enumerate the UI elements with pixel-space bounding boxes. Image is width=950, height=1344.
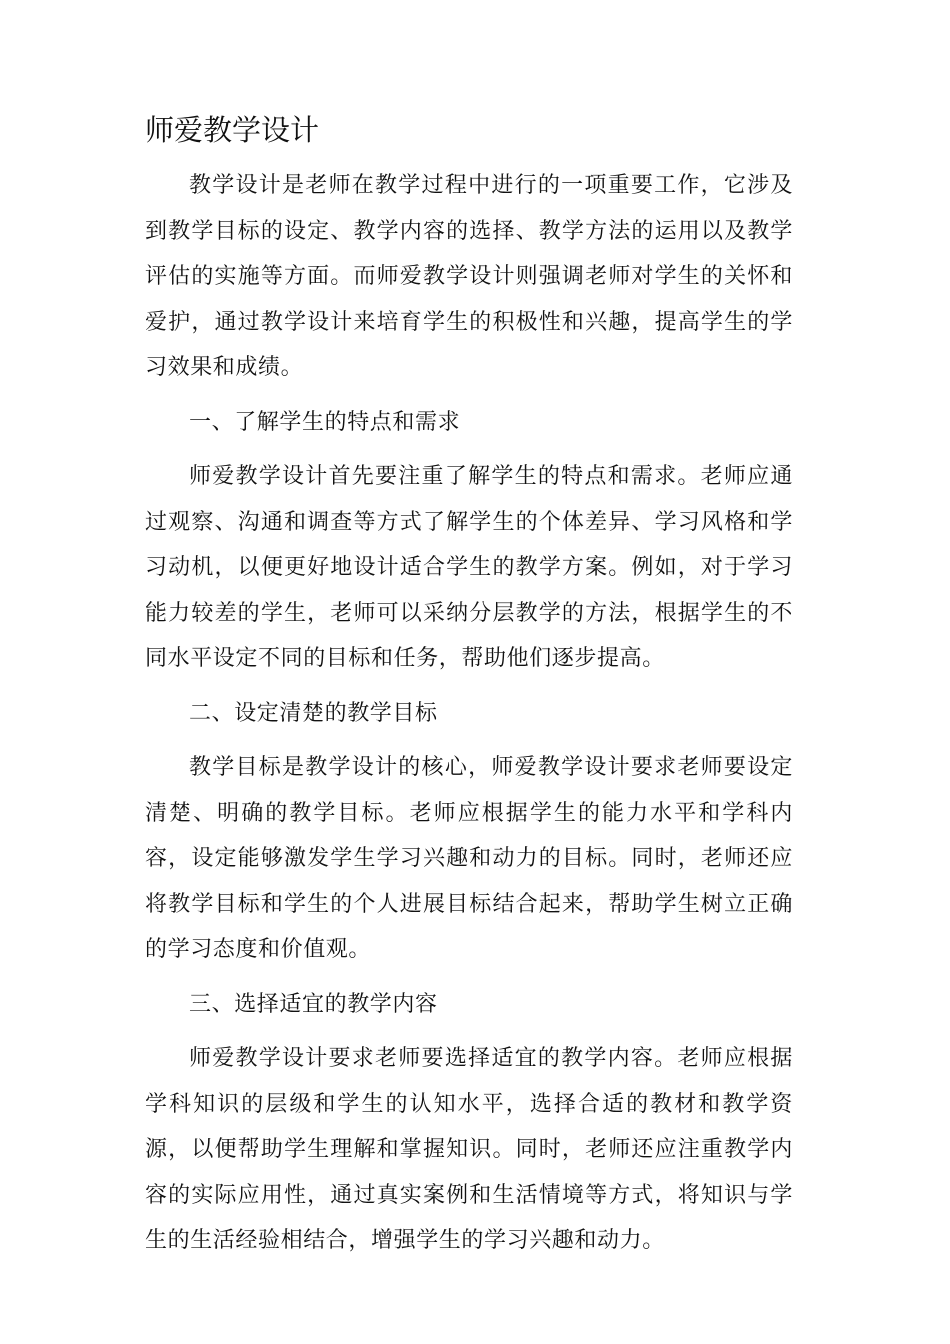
document-body	[145, 163, 793, 1264]
document-title: 师爱教学设计	[145, 113, 320, 147]
paragraph-intro: 教学设计是老师在教学过程中进行的一项重要工作，它涉及到教学目标的设定、教学内容的选择、教学方法的运用以及教学评估的实施等方面。而师爱教学设计则强调老师对学生的关怀和爱护，通过教学设计来培育学生的积极性和兴趣，提高学生的学习效果和成绩。	[145, 173, 793, 380]
section-heading-1: 一、了解学生的特点和需求	[189, 409, 461, 435]
paragraph-section-2: 教学目标是教学设计的核心，师爱教学设计要求老师要设定清楚、明确的教学目标。老师应根据学生的能力水平和学科内容，设定能够激发学生学习兴趣和动力的目标。同时，老师还应将教学目标和学生的个人进展目标结合起来，帮助学生树立正确的学习态度和价值观。	[145, 755, 793, 962]
paragraph-section-3: 师爱教学设计要求老师要选择适宜的教学内容。老师应根据学科知识的层级和学生的认知水平，选择合适的教材和教学资源，以便帮助学生理解和掌握知识。同时，老师还应注重教学内容的实际应用性，通过真实案例和生活情境等方式，将知识与学生的生活经验相结合，增强学生的学习兴趣和动力。	[145, 1046, 793, 1253]
section-heading-3: 三、选择适宜的教学内容	[189, 991, 438, 1017]
section-heading-2: 二、设定清楚的教学目标	[189, 700, 438, 726]
paragraph-section-1: 师爱教学设计首先要注重了解学生的特点和需求。老师应通过观察、沟通和调查等方式了解学生的个体差异、学习风格和学习动机，以便更好地设计适合学生的教学方案。例如，对于学习能力较差的学生，老师可以采纳分层教学的方法，根据学生的不同水平设定不同的目标和任务，帮助他们逐步提高。	[145, 464, 793, 671]
